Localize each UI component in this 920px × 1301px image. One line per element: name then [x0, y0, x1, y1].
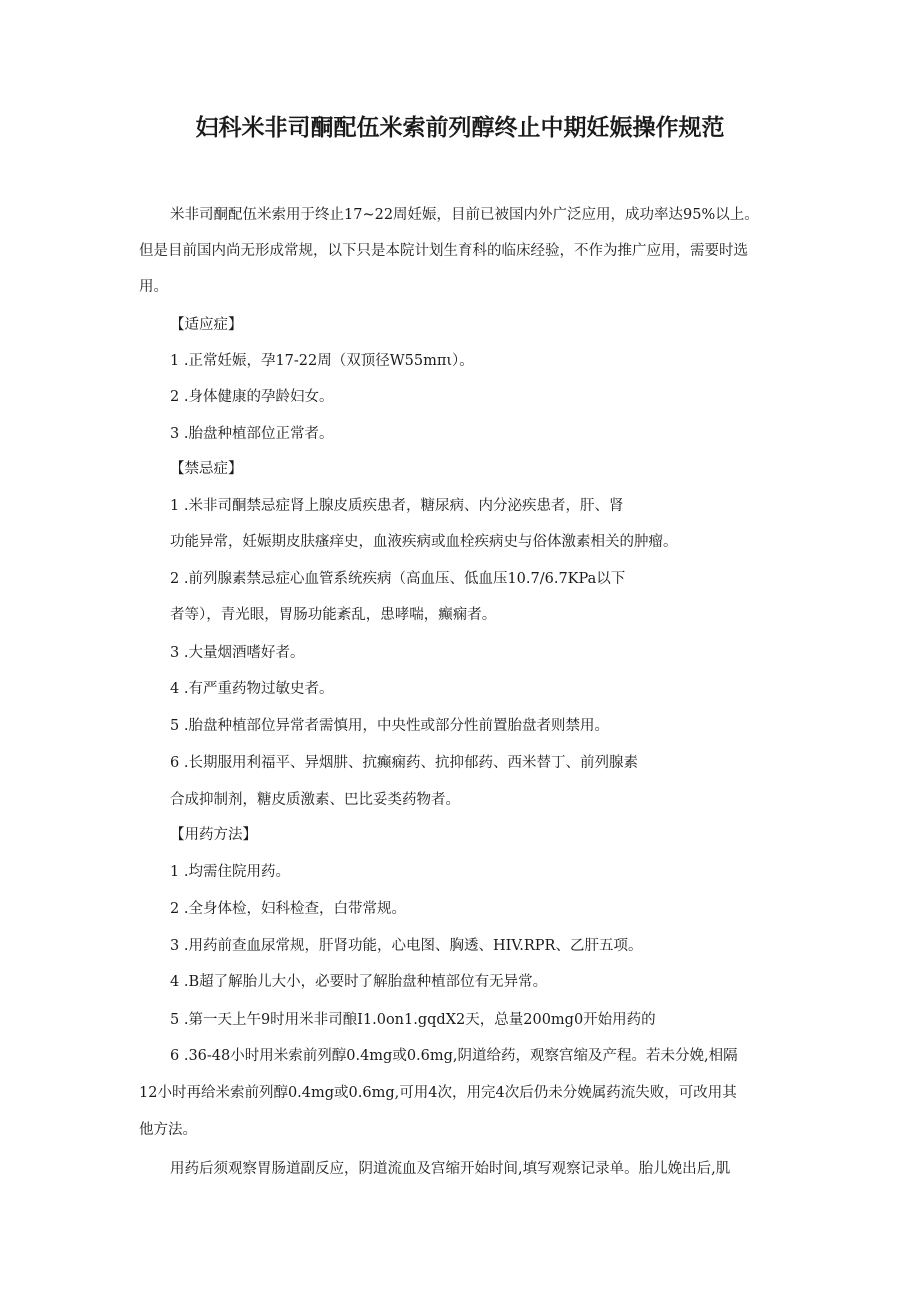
usage-item-2: 2 .全身体检，妇科检查，白带常规。: [170, 901, 406, 917]
indications-heading: 【适应症】: [170, 317, 243, 333]
intro-line-1: 米非司酮配伍米索用于终止17~22周妊娠，目前已被国内外广泛应用，成功率达95%以上。: [170, 207, 759, 223]
contraindication-item-1-continued: 功能异常，妊娠期皮肤瘙痒史，血液疾病或血栓疾病史与俗体激素相关的肿瘤。: [170, 534, 678, 550]
closing-line-1: 用药后须观察胃肠道副反应，阴道流血及宫缩开始时间,填写观察记录单。胎儿娩出后,肌: [170, 1161, 731, 1177]
usage-item-1: 1 .均需住院用药。: [170, 864, 290, 880]
usage-item-6: 6 .36-48小时用米索前列醇0.4mg或0.6mg,阴道给药，观察宫缩及产程。若未分娩,相隔: [170, 1048, 738, 1064]
contraindication-item-3: 3 .大量烟酒嗜好者。: [170, 645, 305, 661]
usage-item-6-continued-2: 他方法。: [139, 1122, 197, 1138]
indication-item-1: 1 .正常妊娠，孕17-22周（双顶径W55mπι）。: [170, 353, 474, 369]
contraindication-item-1: 1 .米非司酮禁忌症肾上腺皮质疾患者，糖尿病、内分泌疾患者，肝、肾: [170, 498, 624, 514]
intro-line-2: 但是目前国内尚无形成常规，以下只是本院计划生育科的临床经验，不作为推广应用，需要时选: [139, 243, 748, 259]
document-title: 妇科米非司酮配伍米索前列醇终止中期妊娠操作规范: [195, 115, 725, 141]
contraindication-item-6-continued: 合成抑制剂，糖皮质激素、巴比妥类药物者。: [170, 792, 460, 808]
usage-item-3: 3 .用药前查血尿常规，肝肾功能，心电图、胸透、HIV.RPR、乙肝五项。: [170, 938, 643, 954]
contraindications-heading: 【禁忌症】: [170, 461, 243, 477]
intro-line-3: 用。: [139, 279, 168, 295]
usage-item-6-continued-1: 12小时再给米索前列醇0.4mg或0.6mg,可用4次，用完4次后仍未分娩属药流失败，可改用其: [139, 1085, 737, 1101]
contraindication-item-4: 4 .有严重药物过敏史者。: [170, 681, 334, 697]
contraindication-item-2-continued: 者等），青光眼，胃肠功能紊乱，患哮喘，癫痫者。: [170, 607, 497, 623]
usage-item-5: 5 .第一天上午9时用米非司酿I1.0on1.gqdX2天，总量200mg0开始用药的: [170, 1012, 656, 1028]
usage-item-4: 4 .B超了解胎儿大小，必要时了解胎盘种植部位有无异常。: [170, 974, 548, 990]
indication-item-2: 2 .身体健康的孕龄妇女。: [170, 389, 334, 405]
contraindication-item-6: 6 .长期服用利福平、异烟肼、抗癫痫药、抗抑郁药、西米替丁、前列腺素: [170, 755, 638, 771]
contraindication-item-5: 5 .胎盘种植部位异常者需慎用，中央性或部分性前置胎盘者则禁用。: [170, 718, 609, 734]
indication-item-3: 3 .胎盘种植部位正常者。: [170, 426, 334, 442]
usage-heading: 【用药方法】: [170, 827, 257, 843]
contraindication-item-2: 2 .前列腺素禁忌症心血管系统疾病（高血压、低血压10.7/6.7KPa以下: [170, 571, 626, 587]
